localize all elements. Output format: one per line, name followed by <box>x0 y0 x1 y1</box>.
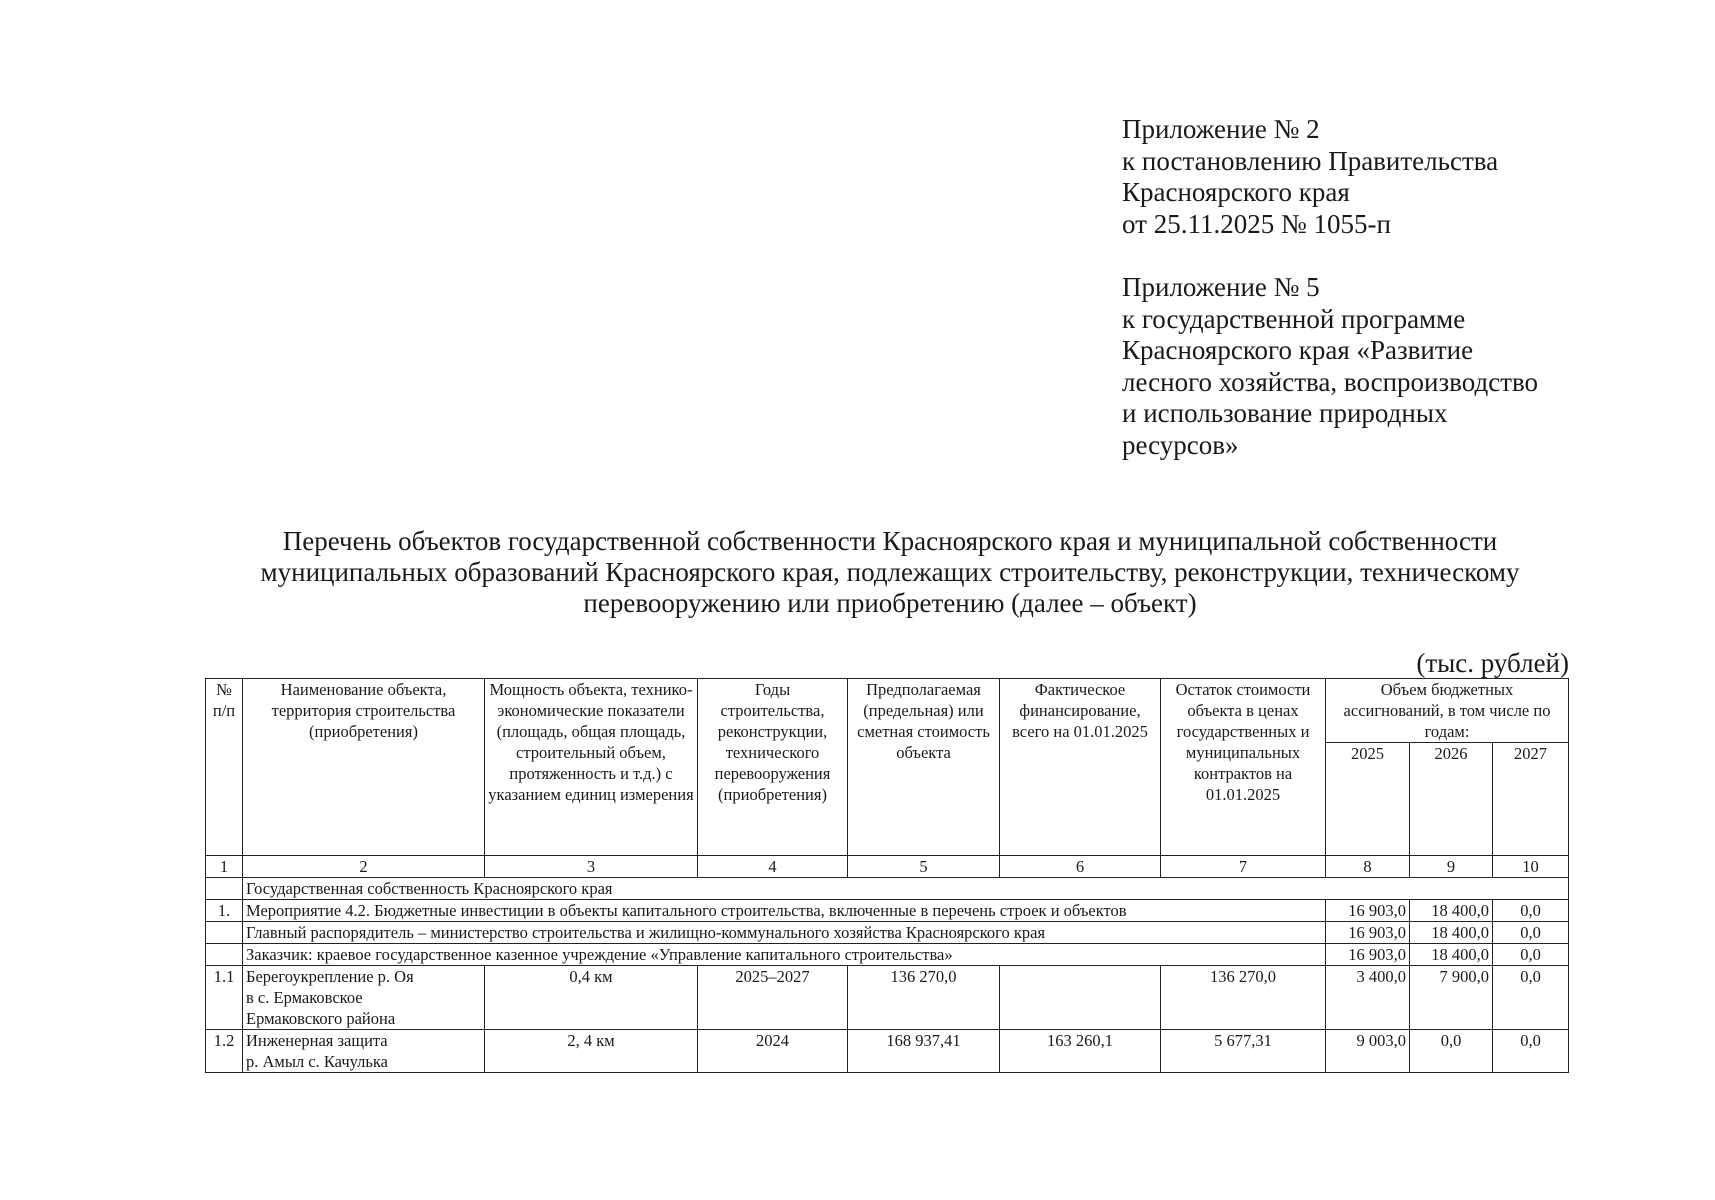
summary-text: Заказчик: краевое государственное казенное учреждение «Управление капитального строительства» <box>243 944 1326 966</box>
row-num <box>206 944 243 966</box>
column-numbers-row <box>206 856 1569 878</box>
header-year-2025: 2025 <box>1326 743 1410 856</box>
title-line: Перечень объектов государственной собственности Красноярского края и муниципальной собственности <box>282 526 1498 556</box>
column-number: 6 <box>1000 856 1161 878</box>
title-line: муниципальных образований Красноярского края, подлежащих строительству, реконструкции, техническому <box>260 557 1520 587</box>
appendix-line: и использование природных <box>1122 398 1448 428</box>
object-capacity: 0,4 км <box>485 966 698 1030</box>
object-cost: 168 937,41 <box>848 1030 1000 1073</box>
value-2027: 0,0 <box>1493 900 1569 922</box>
appendix-line: ресурсов» <box>1122 429 1239 460</box>
object-name <box>243 966 485 1030</box>
value-2025: 3 400,0 <box>1326 966 1410 1030</box>
appendix-line: Красноярского края <box>1122 177 1350 207</box>
appendix-2-block <box>1122 114 1682 240</box>
column-number: 4 <box>698 856 848 878</box>
section-title: Государственная собственность Красноярского края <box>243 878 1569 900</box>
value-2027: 0,0 <box>1493 1030 1569 1073</box>
section-row <box>206 878 1569 900</box>
object-name-line: Ермаковского района <box>246 1009 396 1028</box>
value-2025: 9 003,0 <box>1326 1030 1410 1073</box>
header-name: Наименование объекта, территория строительства (приобретения) <box>243 679 485 856</box>
object-actual <box>1000 966 1161 1030</box>
column-number: 3 <box>485 856 698 878</box>
column-number: 2 <box>243 856 485 878</box>
value-2027: 0,0 <box>1493 922 1569 944</box>
header-budget: Объем бюджетных ассигнований, в том числе по годам: <box>1326 679 1569 743</box>
header-years: Годы строительства, реконструкции, технического перевооружения (приобретения) <box>698 679 848 856</box>
summary-row <box>206 944 1569 966</box>
object-years: 2025–2027 <box>698 966 848 1030</box>
object-remaining: 136 270,0 <box>1161 966 1326 1030</box>
column-number: 9 <box>1410 856 1493 878</box>
object-name-line: Берегоукрепление р. Оя <box>246 967 414 986</box>
object-cost: 136 270,0 <box>848 966 1000 1030</box>
summary-row <box>206 922 1569 944</box>
objects-table <box>205 678 1569 1073</box>
column-number: 7 <box>1161 856 1326 878</box>
header-capacity: Мощность объекта, технико-экономические показатели (площадь, общая площадь, строительный объем, протяженность и т.д.) с указанием единиц измерения <box>485 679 698 856</box>
object-remaining: 5 677,31 <box>1161 1030 1326 1073</box>
header-actual: Фактическое финансирование, всего на 01.01.2025 <box>1000 679 1161 856</box>
row-num: 1.2 <box>206 1030 243 1073</box>
object-name-line: Инженерная защита <box>246 1031 388 1050</box>
object-actual: 163 260,1 <box>1000 1030 1161 1073</box>
units-label: (тыс. рублей) <box>1416 648 1569 678</box>
column-number: 1 <box>206 856 243 878</box>
value-2026: 7 900,0 <box>1410 966 1493 1030</box>
appendix-line: от 25.11.2025 № 1055-п <box>1122 208 1391 239</box>
object-name-line: в с. Ермаковское <box>246 988 363 1007</box>
header-num: № п/п <box>206 679 243 856</box>
appendix-line: Красноярского края «Развитие <box>1122 335 1474 365</box>
column-number: 10 <box>1493 856 1569 878</box>
section-num-cell <box>206 878 243 900</box>
summary-text: Мероприятие 4.2. Бюджетные инвестиции в объекты капитального строительства, включенные в перечень строек и объектов <box>243 900 1326 922</box>
appendix-5-block <box>1122 272 1682 461</box>
appendix-line: к государственной программе <box>1122 303 1466 334</box>
row-num <box>206 922 243 944</box>
value-2026: 0,0 <box>1410 1030 1493 1073</box>
summary-row <box>206 900 1569 922</box>
object-capacity: 2, 4 км <box>485 1030 698 1073</box>
column-number: 5 <box>848 856 1000 878</box>
value-2025: 16 903,0 <box>1326 922 1410 944</box>
object-name <box>243 1030 485 1073</box>
header-cost: Предполагаемая (предельная) или сметная стоимость объекта <box>848 679 1000 856</box>
object-years: 2024 <box>698 1030 848 1073</box>
header-remaining: Остаток стоимости объекта в ценах государственных и муниципальных контрактов на 01.01.2025 <box>1161 679 1326 856</box>
value-2026: 18 400,0 <box>1410 922 1493 944</box>
value-2027: 0,0 <box>1493 966 1569 1030</box>
value-2025: 16 903,0 <box>1326 944 1410 966</box>
header-year-2026: 2026 <box>1410 743 1493 856</box>
header-year-2027: 2027 <box>1493 743 1569 856</box>
row-num: 1. <box>206 900 243 922</box>
document-title <box>200 526 1580 619</box>
title-line: перевооружению или приобретению (далее – объект) <box>583 588 1197 618</box>
object-row <box>206 1030 1569 1073</box>
row-num: 1.1 <box>206 966 243 1030</box>
value-2027: 0,0 <box>1493 944 1569 966</box>
appendix-line: лесного хозяйства, воспроизводство <box>1122 366 1539 397</box>
value-2025: 16 903,0 <box>1326 900 1410 922</box>
header-row <box>206 679 1569 743</box>
column-number: 8 <box>1326 856 1410 878</box>
object-row <box>206 966 1569 1030</box>
appendix-line: Приложение № 2 <box>1122 114 1320 144</box>
summary-text: Главный распорядитель – министерство строительства и жилищно-коммунального хозяйства Красноярского края <box>243 922 1326 944</box>
appendix-line: к постановлению Правительства <box>1122 145 1499 176</box>
value-2026: 18 400,0 <box>1410 900 1493 922</box>
value-2026: 18 400,0 <box>1410 944 1493 966</box>
appendix-line: Приложение № 5 <box>1122 272 1320 302</box>
object-name-line: р. Амыл с. Качулька <box>246 1052 388 1071</box>
